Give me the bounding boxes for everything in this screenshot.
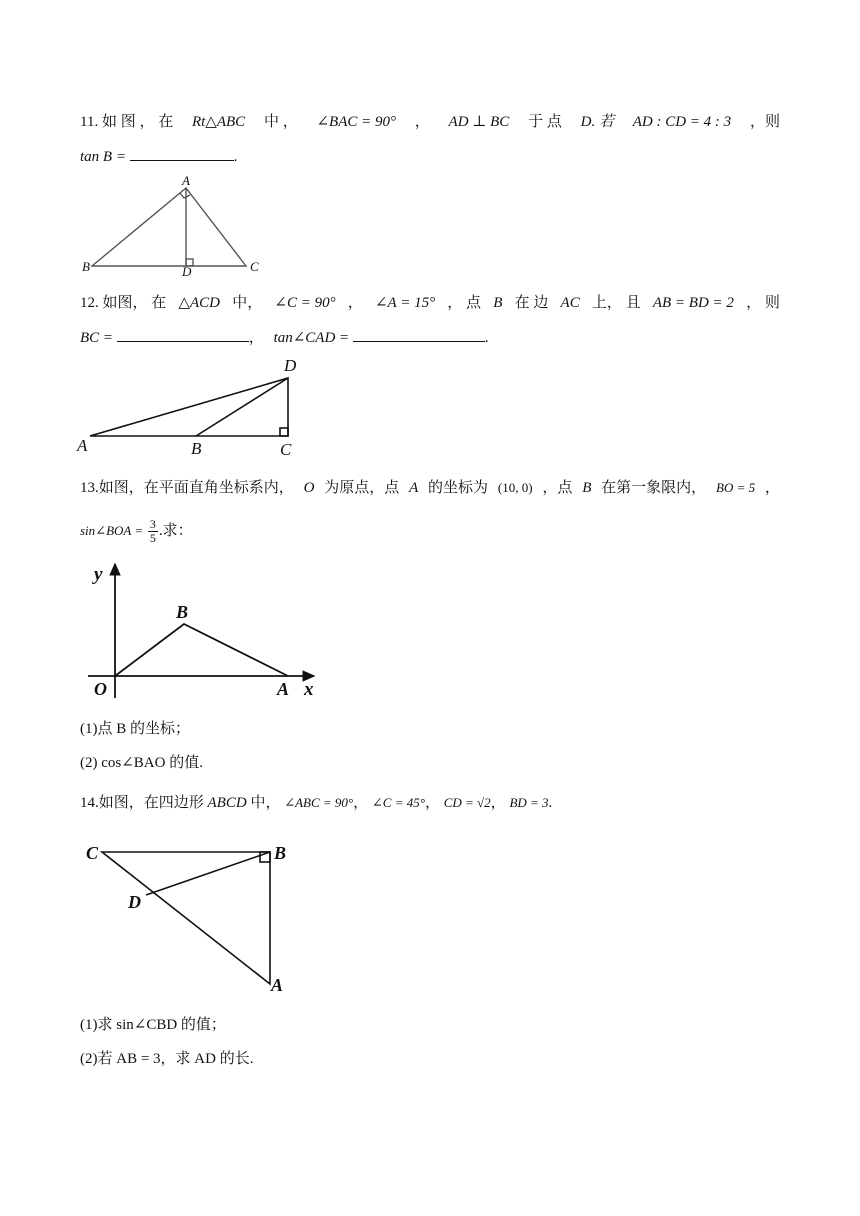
q12-line2 — [80, 326, 780, 349]
q13-t8: 在第一象限内， — [601, 480, 707, 496]
q11-label-b: B — [82, 259, 90, 274]
q12-t7: B — [493, 295, 503, 311]
q13-t3: A — [409, 480, 419, 496]
q13-label-x: x — [304, 679, 314, 700]
q12-tan-blank — [353, 326, 485, 342]
q14-outline-cba — [102, 852, 270, 984]
q13-after: .求： — [158, 523, 193, 539]
q14-t7: CD = √2 — [443, 795, 491, 810]
q12-t1: △ACD — [178, 295, 220, 311]
q11-line2 — [80, 145, 780, 168]
q12-right-angle-c — [280, 428, 288, 436]
q11-ask: tan B = — [80, 149, 126, 165]
q12-bc: BC = — [80, 330, 114, 346]
q11-right-angle-a — [180, 193, 190, 198]
q11-label-d: D — [182, 264, 192, 279]
q12-segment-bd — [196, 378, 288, 436]
q12-t5: ∠A = 15° — [374, 295, 436, 311]
q12-t2: 中， — [232, 295, 263, 311]
q14-label-a: A — [271, 975, 284, 995]
q11-figure — [80, 173, 270, 279]
q11-line1 — [80, 111, 780, 133]
q12-label-c: C — [280, 440, 292, 459]
q11-perp: AD ⊥ BC — [448, 114, 510, 130]
q13-sin: sin∠BOA = — [80, 523, 144, 538]
q12-label-b: B — [191, 439, 202, 458]
q14-t3: ∠ABC = 90° — [284, 795, 354, 810]
q13-figure — [84, 560, 324, 702]
q11-triangle-shape — [92, 188, 246, 266]
q14-t9: BD = 3 — [509, 795, 549, 810]
q14-t2: 中， — [246, 795, 285, 811]
q12-t4: ， — [347, 295, 363, 311]
q11-label-a: A — [182, 173, 190, 188]
q14-figure — [84, 838, 304, 998]
q13-label-b: B — [176, 602, 189, 622]
q12-end: . — [484, 330, 489, 346]
q13-t9: BO = 5 — [716, 480, 756, 495]
q12-t8: 在 边 — [514, 295, 549, 311]
q14-t10: . — [548, 795, 553, 811]
q11-end: . — [233, 149, 238, 165]
q11-mid: 中 ， — [263, 114, 298, 130]
q11-angle: ∠BAC = 90° — [316, 114, 396, 130]
q12-t6: ， 点 — [447, 295, 482, 311]
q13-t5: (10, 0) — [497, 480, 533, 495]
q12-line1 — [80, 292, 780, 314]
q12-tan: tan∠CAD = — [273, 330, 350, 346]
q13-fraction-den: 5 — [149, 531, 156, 546]
q13-t6: ，点 — [542, 480, 573, 496]
q13-t1: O — [303, 480, 315, 496]
q12-t11: AB = BD = 2 — [652, 295, 734, 311]
q13-line1 — [80, 477, 780, 499]
q12-triangle-acd — [90, 378, 288, 436]
q11-point: D. 若 — [580, 114, 614, 130]
q11-prefix: 11. 如 图 ， 在 — [80, 114, 174, 130]
q14-line1 — [80, 792, 780, 814]
q14-label-d: D — [128, 892, 141, 912]
q13-t2: 为原点，点 — [324, 480, 400, 496]
q13-fraction — [148, 518, 158, 545]
q11-at: 于 点 — [528, 114, 562, 130]
q14-sub2: (2)若 AB = 3，求 AD 的长. — [80, 1051, 254, 1067]
q13-sub2: (2) cos∠BAO 的值. — [80, 755, 203, 771]
q13-t7: B — [582, 480, 592, 496]
q14-segment-bd — [146, 852, 270, 895]
q12-t9: AC — [560, 295, 580, 311]
q13-triangle-oba — [115, 624, 288, 676]
q14-t4: ， — [353, 795, 372, 811]
q11-sep: ， — [414, 114, 430, 130]
q13-t4: 的坐标为 — [428, 480, 489, 496]
q14-t1: ABCD — [207, 795, 247, 811]
q14-label-b: B — [274, 843, 287, 863]
q13-sub1: (1)点 B 的坐标； — [80, 721, 190, 737]
q12-label-d: D — [284, 356, 297, 375]
q11-ratio: AD : CD = 4 : 3 — [632, 114, 732, 130]
q13-fraction-num: 3 — [149, 517, 156, 532]
q12-t10: 上， 且 — [591, 295, 641, 311]
q14-t0: 14.如图，在四边形 — [80, 795, 208, 811]
q14-t8: ， — [490, 795, 510, 811]
q14-t5: ∠C = 45° — [371, 795, 425, 810]
q12-t12: ， 则 — [746, 295, 780, 311]
q11-label-c: C — [250, 259, 259, 274]
q14-sub1: (1)求 sin∠CBD 的值； — [80, 1017, 226, 1033]
q13-line2 — [80, 516, 780, 546]
q12-label-a: A — [77, 436, 88, 455]
q13-label-y: y — [94, 564, 103, 585]
q11-triangle: Rt△ABC — [191, 114, 246, 130]
q12-bc-blank — [117, 326, 249, 342]
q12-comma: ， — [248, 330, 264, 346]
q12-t0: 12. 如图， 在 — [80, 295, 167, 311]
q14-label-c: C — [86, 843, 99, 863]
q13-label-o: O — [94, 679, 107, 699]
q11-tail: ，则 — [749, 114, 780, 130]
q11-answer-blank — [130, 145, 234, 161]
q12-figure — [76, 354, 306, 460]
q13-t0: 13.如图，在平面直角坐标系内， — [80, 480, 294, 496]
q12-t3: ∠C = 90° — [274, 295, 336, 311]
q13-t10: ， — [764, 480, 780, 496]
q13-label-a: A — [277, 679, 290, 699]
q14-t6: ， — [424, 795, 444, 811]
